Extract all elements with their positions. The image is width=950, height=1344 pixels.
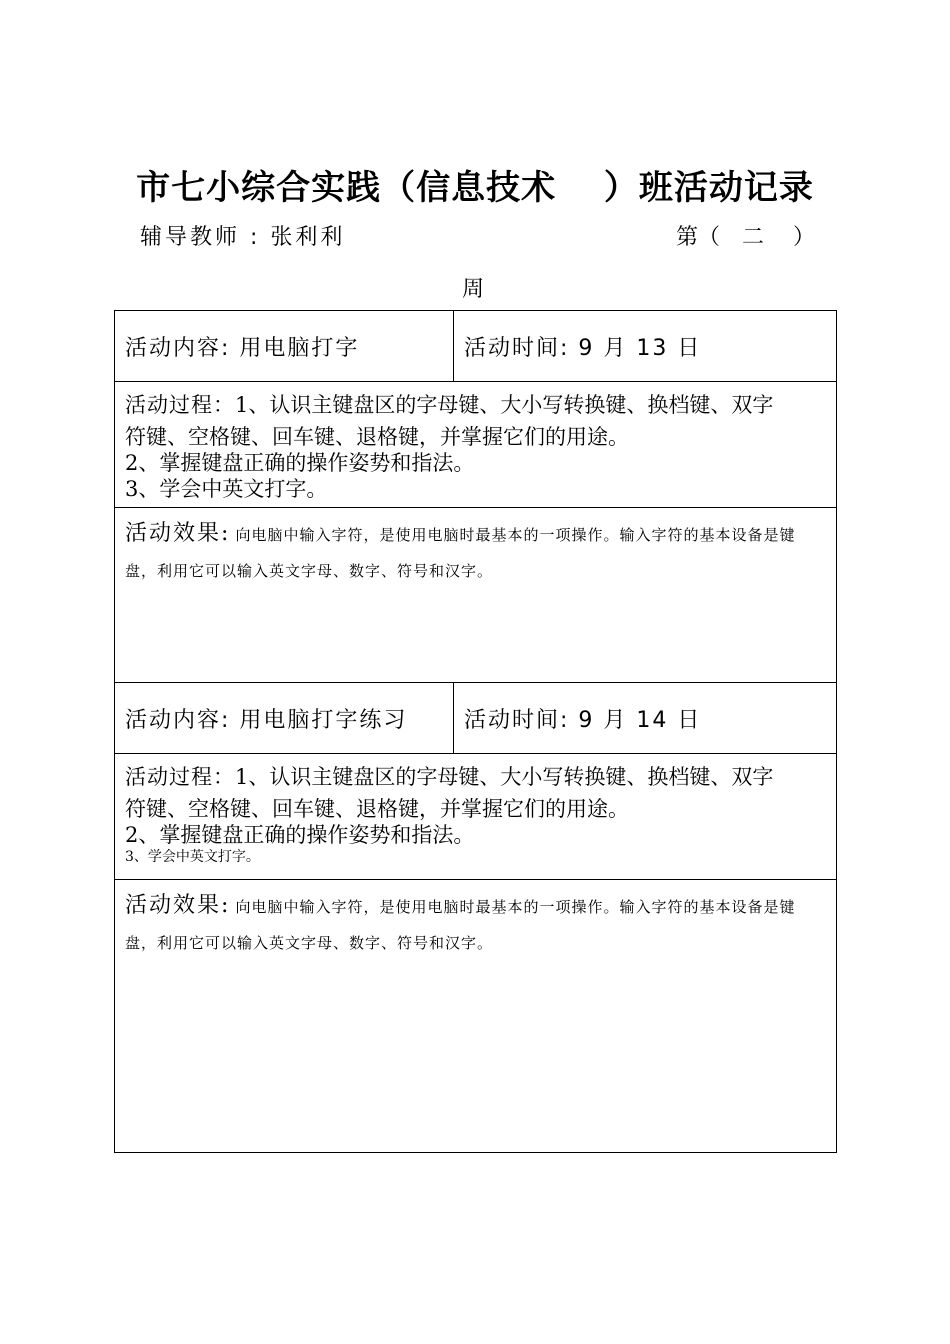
activity-effect bbox=[115, 880, 837, 1153]
effect-text: 向电脑中输入字符，是使用电脑时最基本的一项操作。输入字符的基本设备是键盘，利用它可以输入英文字母、数字、符号和汉字。 bbox=[125, 898, 796, 952]
week-label: 第（ 二 ） bbox=[676, 225, 815, 250]
activity-content: 活动内容: 用电脑打字 bbox=[115, 311, 454, 382]
process-line: 2、掌握键盘正确的操作姿势和指法。 bbox=[125, 823, 475, 847]
process-line: 1、认识主键盘区的字母键、大小写转换键、换档键、双字 bbox=[235, 393, 774, 417]
effect-label: 活动效果: bbox=[125, 521, 231, 546]
process-line: 3、学会中英文打字。 bbox=[125, 849, 260, 865]
activity-process bbox=[115, 754, 837, 880]
process-label: 活动过程： bbox=[125, 765, 235, 789]
page-title: 市七小综合实践（信息技术 ）班活动记录 bbox=[136, 168, 814, 208]
activity-record-2 bbox=[114, 682, 837, 1153]
effect-label: 活动效果: bbox=[125, 893, 231, 918]
teacher-label: 辅导教师 : 张利利 bbox=[140, 225, 346, 250]
process-line: 符键、空格键、回车键、退格键，并掌握它们的用途。 bbox=[125, 425, 629, 449]
activity-process bbox=[115, 382, 837, 508]
process-line: 3、学会中英文打字。 bbox=[125, 477, 328, 501]
activity-record-1 bbox=[114, 310, 837, 683]
activity-time: 活动时间: 9 月 13 日 bbox=[454, 311, 837, 382]
effect-text: 向电脑中输入字符，是使用电脑时最基本的一项操作。输入字符的基本设备是键盘，利用它可以输入英文字母、数字、符号和汉字。 bbox=[125, 526, 796, 580]
process-line: 符键、空格键、回车键、退格键，并掌握它们的用途。 bbox=[125, 797, 629, 821]
process-line: 2、掌握键盘正确的操作姿势和指法。 bbox=[125, 451, 475, 475]
activity-content: 活动内容: 用电脑打字练习 bbox=[115, 683, 454, 754]
process-line: 1、认识主键盘区的字母键、大小写转换键、换档键、双字 bbox=[235, 765, 774, 789]
week-suffix: 周 bbox=[462, 277, 485, 302]
activity-effect bbox=[115, 508, 837, 683]
process-label: 活动过程： bbox=[125, 393, 235, 417]
activity-time: 活动时间: 9 月 14 日 bbox=[454, 683, 837, 754]
